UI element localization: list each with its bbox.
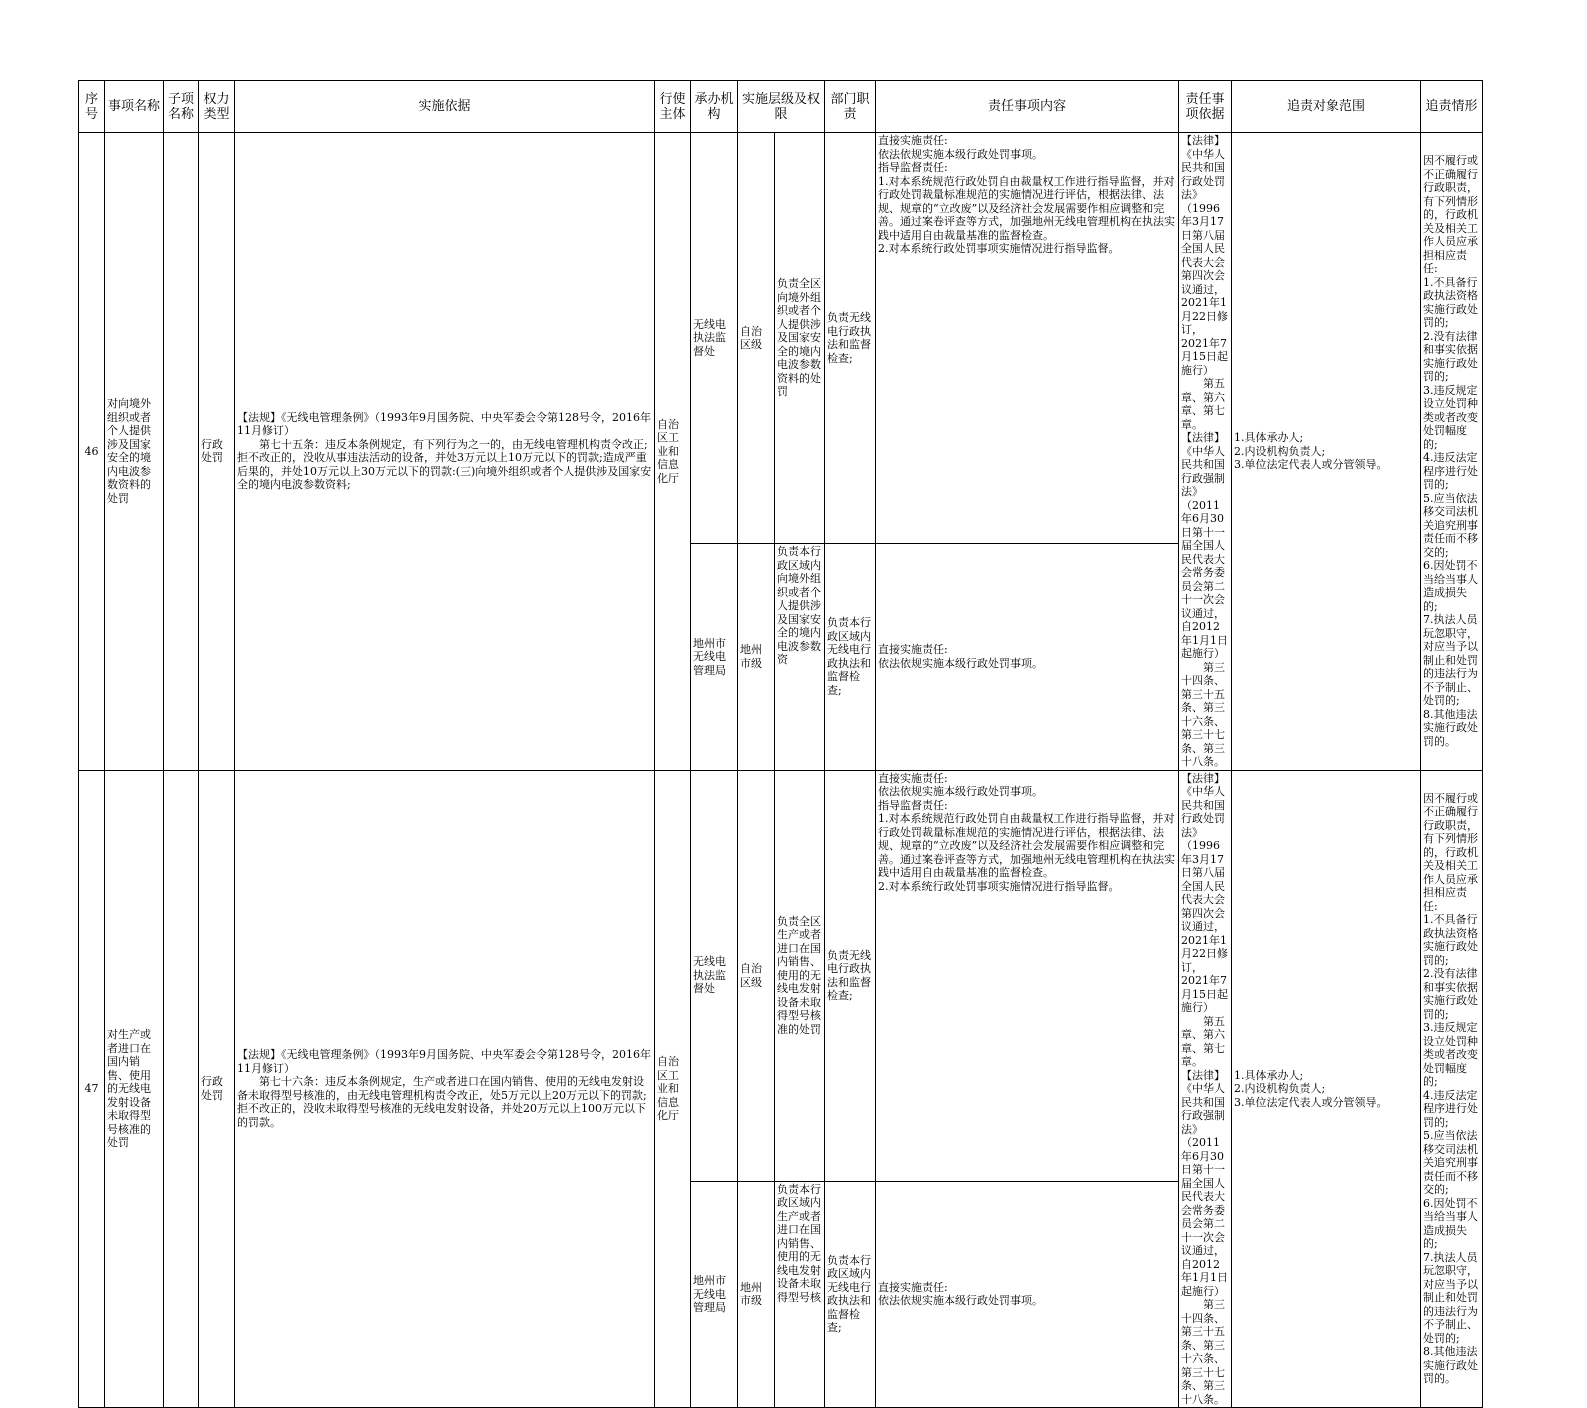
cell-level: 地州市级 bbox=[738, 1181, 775, 1407]
cell-authority bbox=[775, 1181, 825, 1407]
basis-title: 【法规】《无线电管理条例》（1993年9月国务院、中央军委会令第128号令，2016年11月修订） bbox=[237, 410, 651, 438]
cell-resp-basis: 【法律】《中华人民共和国行政处罚法》（1996年3月17日第八届全国人民代表大会第四次会议通过，2021年1月22日修订，2021年7月15日起施行） 第五章、第六章、第七章。 【法律】《中华人民共和国行政强制法》（2011年6月30日第十一届全国人民代表大会常务委员会第二十一次会议通过，自2012年1月1日起施行） 第三十四条、第三十五条、第三十六条、第三十七条、第三十八条。 bbox=[1179, 133, 1232, 771]
cell-agency: 无线电执法监督处 bbox=[691, 770, 738, 1181]
cell-resp-content bbox=[876, 770, 1179, 1181]
cell-level: 自治区级 bbox=[738, 770, 775, 1181]
header-basis: 实施依据 bbox=[235, 81, 655, 133]
cell-authority bbox=[775, 133, 825, 544]
cell-resp-content bbox=[876, 133, 1179, 544]
cell-level: 地州市级 bbox=[738, 544, 775, 770]
header-agency: 承办机构 bbox=[691, 81, 738, 133]
cell-item-name: 对生产或者进口在国内销售、使用的无线电发射设备未取得型号核准的处罚 bbox=[105, 770, 164, 1408]
cell-situation: 因不履行或不正确履行行政职责，有下列情形的，行政机关及相关工作人员应承担相应责任: 1.不具备行政执法资格实施行政处罚的; 2.没有法律和事实依据实施行政处罚的; 3.违反规定设立处罚种类或者改变处罚幅度的; 4.违反法定程序进行处罚的; 5.应当依法移交司法机关追究刑事责任而不移交的; 6.因处罚不当给当事人造成损失的; 7.执法人员玩忽职守，对应当予以制止和处罚的违法行为不予制止、处罚的; 8.其他违法实施行政处罚的。 bbox=[1421, 770, 1483, 1408]
header-sub-name: 子项名称 bbox=[164, 81, 199, 133]
cell-agency: 地州市无线电管理局 bbox=[691, 544, 738, 770]
header-scope: 追责对象范围 bbox=[1232, 81, 1421, 133]
header-resp-basis: 责任事项依据 bbox=[1179, 81, 1232, 133]
basis-article: 第七十五条：违反本条例规定，有下列行为之一的，由无线电管理机构责令改正;拒不改正的，没收从事违法活动的设备，并处3万元以上10万元以下的罚款;造成严重后果的，并处10万元以上30万元以下的罚款:(三)向境外组织或者个人提供涉及国家安全的境内电波参数资料; bbox=[237, 437, 652, 492]
cell-seq: 47 bbox=[79, 770, 105, 1408]
cell-situation: 因不履行或不正确履行行政职责，有下列情形的，行政机关及相关工作人员应承担相应责任: 1.不具备行政执法资格实施行政处罚的; 2.没有法律和事实依据实施行政处罚的; 3.违反规定设立处罚种类或者改变处罚幅度的; 4.违反法定程序进行处罚的; 5.应当依法移交司法机关追究刑事责任而不移交的; 6.因处罚不当给当事人造成损失的; 7.执法人员玩忽职守，对应当予以制止和处罚的违法行为不予制止、处罚的; 8.其他违法实施行政处罚的。 bbox=[1421, 133, 1483, 771]
header-situation: 追责情形 bbox=[1421, 81, 1483, 133]
cell-agency: 地州市无线电管理局 bbox=[691, 1181, 738, 1407]
header-level: 实施层级及权限 bbox=[738, 81, 825, 133]
cell-subject: 自治区工业和信息化厅 bbox=[655, 133, 691, 771]
authority-text: 负责全区生产或者进口在国内销售、使用的无线电发射设备未取得型号核准的处罚 bbox=[777, 914, 821, 1036]
cell-sub-name bbox=[164, 133, 199, 771]
cell-agency: 无线电执法监督处 bbox=[691, 133, 738, 544]
cell-authority bbox=[775, 770, 825, 1181]
header-subject: 行使主体 bbox=[655, 81, 691, 133]
cell-dept-duty: 负责无线电行政执法和监督检查; bbox=[825, 770, 876, 1181]
table-row bbox=[79, 770, 1483, 1181]
header-seq: 序号 bbox=[79, 81, 105, 133]
cell-power-type: 行政处罚 bbox=[199, 770, 235, 1408]
cell-seq: 46 bbox=[79, 133, 105, 771]
cell-item-name: 对向境外组织或者个人提供涉及国家安全的境内电波参数资料的处罚 bbox=[105, 133, 164, 771]
cell-basis bbox=[235, 133, 655, 771]
resp-content-text: 直接实施责任: 依法依规实施本级行政处罚事项。 指导监督责任: 1.对本系统规范行政处罚自由裁量权工作进行指导监督，并对行政处罚裁量标准规范的实施情况进行评估，根据法律、法规、规章的“立改废”以及经济社会发展需要作相应调整和完善。通过案卷评查等方式，加强地州无线电管理机构在执法实践中适用自由裁量基准的监督检查。 2.对本系统行政处罚事项实施情况进行指导监督。 bbox=[878, 771, 1176, 893]
resp-content-text: 直接实施责任: 依法依规实施本级行政处罚事项。 指导监督责任: 1.对本系统规范行政处罚自由裁量权工作进行指导监督，并对行政处罚裁量标准规范的实施情况进行评估，根据法律、法规、规章的“立改废”以及经济社会发展需要作相应调整和完善。通过案卷评查等方式，加强地州无线电管理机构在执法实践中适用自由裁量基准的监督检查。 2.对本系统行政处罚事项实施情况进行指导监督。 bbox=[878, 134, 1176, 255]
authority-text: 负责全区向境外组织或者个人提供涉及国家安全的境内电波参数资料的处罚 bbox=[777, 277, 821, 399]
cell-resp-basis: 【法律】《中华人民共和国行政处罚法》（1996年3月17日第八届全国人民代表大会第四次会议通过，2021年1月22日修订，2021年7月15日起施行） 第五章、第六章、第七章。 【法律】《中华人民共和国行政强制法》（2011年6月30日第十一届全国人民代表大会常务委员会第二十一次会议通过，自2012年1月1日起施行） 第三十四条、第三十五条、第三十六条、第三十七条、第三十八条。 bbox=[1179, 770, 1232, 1408]
resp-content-text: 直接实施责任: 依法依规实施本级行政处罚事项。 bbox=[878, 1280, 1044, 1308]
header-dept-duty: 部门职责 bbox=[825, 81, 876, 133]
cell-resp-content bbox=[876, 1181, 1179, 1407]
header-item-name: 事项名称 bbox=[105, 81, 164, 133]
header-power-type: 权力类型 bbox=[199, 81, 235, 133]
cell-scope: 1.具体承办人; 2.内设机构负责人; 3.单位法定代表人或分管领导。 bbox=[1232, 770, 1421, 1408]
table-row bbox=[79, 133, 1483, 544]
cell-power-type: 行政处罚 bbox=[199, 133, 235, 771]
header-resp-content: 责任事项内容 bbox=[876, 81, 1179, 133]
resp-content-text: 直接实施责任: 依法依规实施本级行政处罚事项。 bbox=[878, 643, 1044, 670]
cell-scope: 1.具体承办人; 2.内设机构负责人; 3.单位法定代表人或分管领导。 bbox=[1232, 133, 1421, 771]
basis-article: 第七十六条：违反本条例规定，生产或者进口在国内销售、使用的无线电发射设备未取得型号核准的，由无线电管理机构责令改正，处5万元以上20万元以下的罚款;拒不改正的，没收未取得型号核准的无线电发射设备，并处20万元以上100万元以下的罚款。 bbox=[237, 1075, 647, 1129]
cell-dept-duty: 负责本行政区域内无线电行政执法和监督检查; bbox=[825, 544, 876, 770]
cell-subject: 自治区工业和信息化厅 bbox=[655, 770, 691, 1408]
authority-text: 负责本行政区域内向境外组织或者个人提供涉及国家安全的境内电波参数资 bbox=[777, 545, 821, 667]
cell-dept-duty: 负责本行政区域内无线电行政执法和监督检查; bbox=[825, 1181, 876, 1407]
authority-text: 负责本行政区域内生产或者进口在国内销售、使用的无线电发射设备未取得型号核 bbox=[777, 1182, 821, 1304]
cell-level: 自治区级 bbox=[738, 133, 775, 544]
cell-sub-name bbox=[164, 770, 199, 1408]
basis-title: 【法规】《无线电管理条例》（1993年9月国务院、中央军委会令第128号令，2016年11月修订） bbox=[237, 1048, 651, 1075]
cell-authority bbox=[775, 544, 825, 770]
cell-basis bbox=[235, 770, 655, 1408]
header-row bbox=[79, 81, 1483, 133]
responsibility-table bbox=[78, 80, 1483, 1408]
cell-dept-duty: 负责无线电行政执法和监督检查; bbox=[825, 133, 876, 544]
cell-resp-content bbox=[876, 544, 1179, 770]
